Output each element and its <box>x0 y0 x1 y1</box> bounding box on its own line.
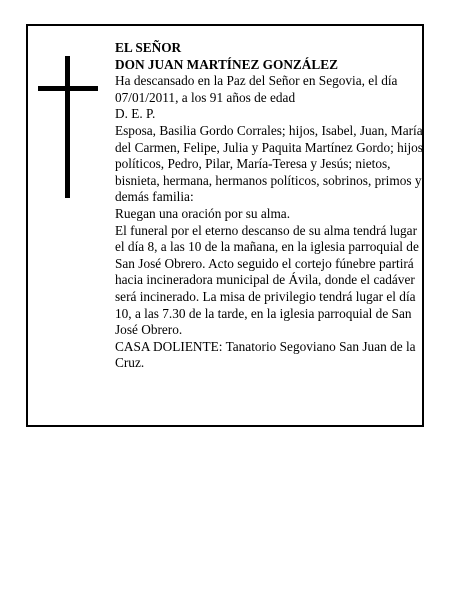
house-of-mourning: CASA DOLIENTE: Tanatorio Segoviano San Juan de la Cruz. <box>115 338 416 371</box>
obituary-notice <box>26 24 424 427</box>
cross-icon <box>38 56 98 198</box>
cross-vertical-bar <box>65 56 70 198</box>
death-info: Ha descansado en la Paz del Señor en Segovia, el día 07/01/2011, a los 91 años de edad <box>115 73 398 105</box>
funeral-info: El funeral por el eterno descanso de su alma tendrá lugar el día 8, a las 10 de la mañana, en la iglesia parroquial de San José Obrero. Acto seguido el cortejo fúnebre partirá hacia incineradora municipal de Ávila, donde el cadáver será incinerado. La misa de privilegio tendrá lugar el día 10, a las 7.30 de la tarde, en la iglesia parroquial de San José Obrero. <box>115 222 419 338</box>
deceased-name: DON JUAN MARTÍNEZ GONZÁLEZ <box>115 56 339 72</box>
cross-horizontal-bar <box>38 86 98 91</box>
obituary-text <box>115 40 425 372</box>
family-list: Esposa, Basilia Gordo Corrales; hijos, Isabel, Juan, María del Carmen, Felipe, Julia y Paquita Martínez Gordo; hijos políticos, Pedro, Pilar, María-Teresa y Jesús; nietos, bisnieta, hermana, hermanos políticos, sobrinos, primos y demás familia: <box>115 122 423 205</box>
prayer-request: Ruegan una oración por su alma. <box>115 205 291 221</box>
notice-title: EL SEÑOR <box>115 40 182 55</box>
rest-in-peace: D. E. P. <box>115 106 156 122</box>
